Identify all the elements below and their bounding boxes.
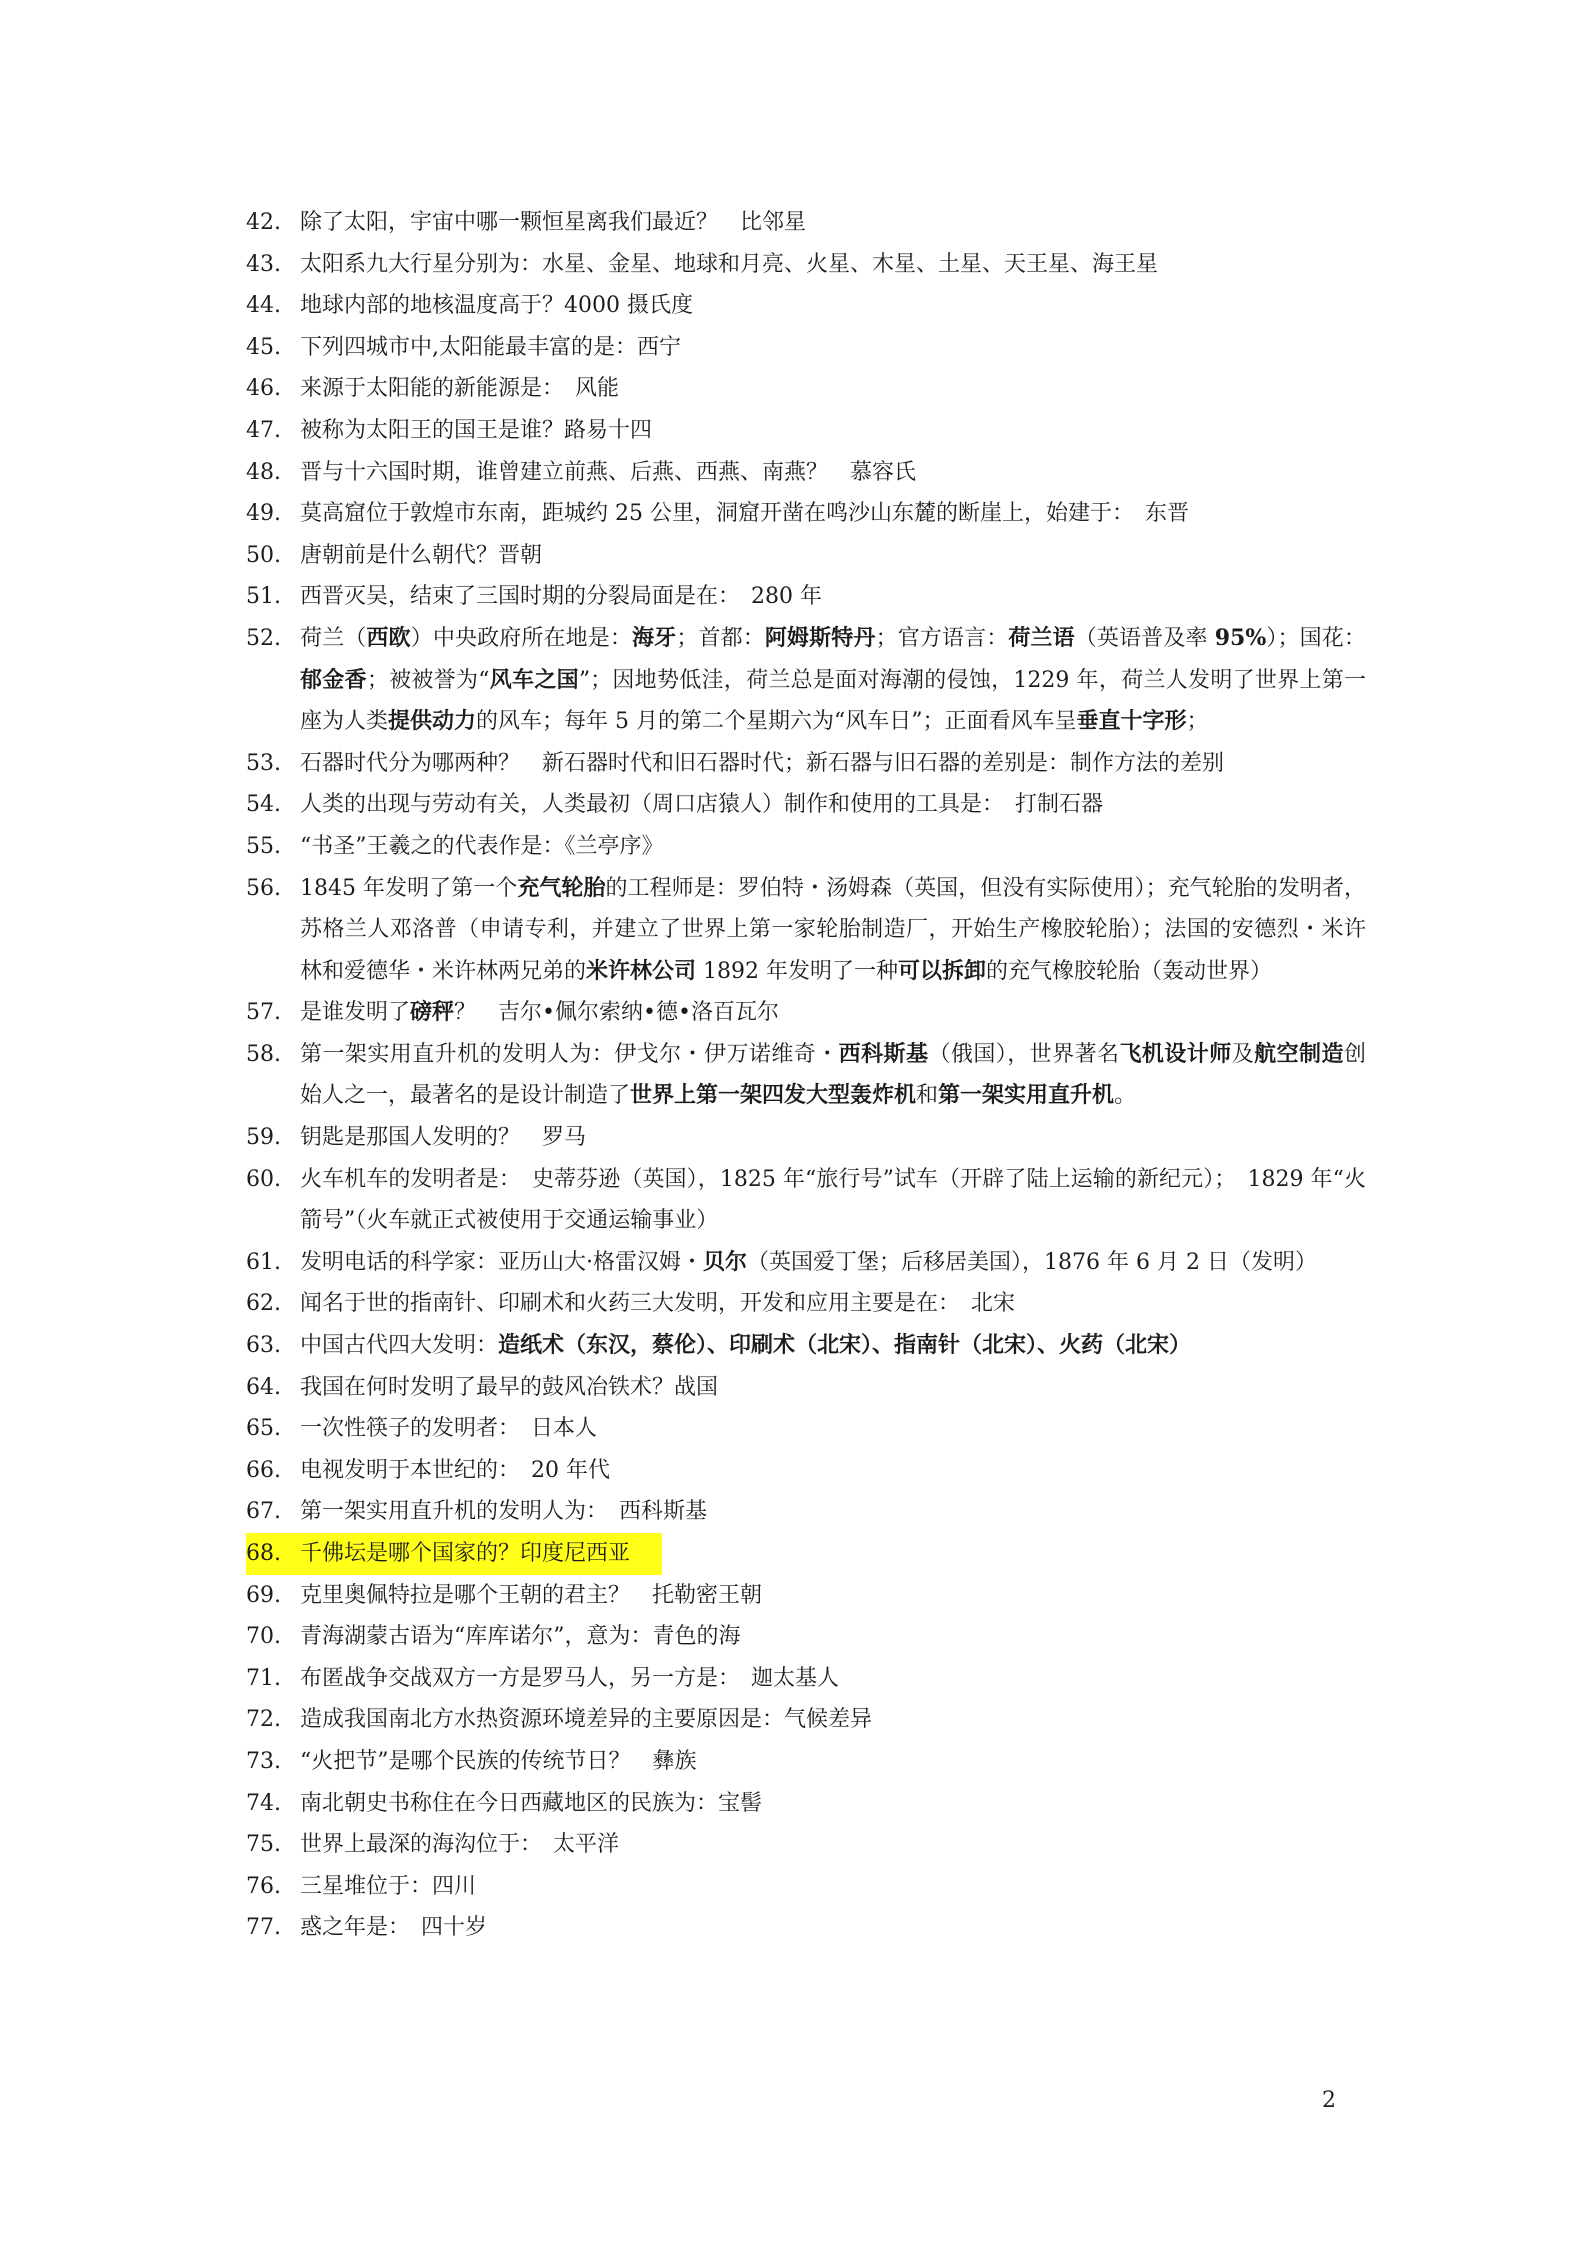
text-run: 是谁发明了: [300, 1000, 411, 1026]
text-run: 三星堆位于：四川: [300, 1873, 477, 1899]
list-item: [246, 1658, 1366, 1700]
item-number: 70.: [246, 1624, 281, 1650]
item-text: [300, 1824, 1366, 1866]
item-number: 76.: [246, 1873, 281, 1899]
item-text: [300, 618, 1366, 743]
item-text: [300, 1575, 1366, 1617]
text-run: 晋与十六国时期，谁曾建立前燕、后燕、西燕、南燕？ 慕容氏: [300, 459, 917, 485]
list-item: [246, 244, 1366, 286]
item-number: 48.: [246, 459, 281, 485]
bold-text: 贝尔: [703, 1248, 748, 1275]
text-run: 除了太阳，宇宙中哪一颗恒星离我们最近？ 比邻星: [300, 210, 807, 235]
list-item: [246, 493, 1366, 535]
item-text: [300, 1533, 662, 1575]
item-text: [300, 327, 1366, 369]
item-text: [300, 576, 1366, 618]
text-run: 闻名于世的指南针、印刷术和火药三大发明，开发和应用主要是在： 北宋: [300, 1291, 1016, 1317]
text-run: 及: [1231, 1041, 1255, 1067]
text-run: ；官方语言：: [875, 625, 1009, 651]
text-run: 发明电话的科学家：亚历山大·格雷汉姆・: [300, 1249, 703, 1275]
list-item: [246, 1408, 1366, 1450]
list-item: [246, 1283, 1366, 1325]
list-item: [246, 1491, 1366, 1533]
bold-text: 磅秤: [410, 999, 455, 1026]
text-run: ；被被誉为“: [366, 667, 490, 693]
item-number: 63.: [246, 1333, 281, 1359]
text-run: 太阳系九大行星分别为：水星、金星、地球和月亮、火星、木星、土星、天王星、海王星: [300, 251, 1159, 277]
item-text: [300, 1783, 1366, 1825]
item-text: [300, 868, 1366, 993]
text-run: 我国在何时发明了最早的鼓风冶铁术？战国: [300, 1374, 719, 1400]
list-item: [246, 784, 1366, 826]
list-item: [246, 826, 1366, 868]
text-run: 人类的出现与劳动有关，人类最初（周口店猿人）制作和使用的工具是： 打制石器: [300, 792, 1104, 818]
list-item: [246, 618, 1366, 743]
item-text: [300, 1616, 1366, 1658]
item-number: 53.: [246, 750, 281, 776]
item-number: 73.: [246, 1748, 281, 1774]
text-run: 和: [916, 1083, 939, 1109]
text-run: ；: [1186, 709, 1209, 735]
item-text: [300, 1242, 1366, 1284]
bold-text: 西科斯基: [838, 1040, 929, 1067]
item-text: [300, 1450, 1366, 1492]
text-run: 一次性筷子的发明者： 日本人: [300, 1416, 598, 1442]
item-number: 50.: [246, 542, 281, 568]
item-text: [300, 1283, 1366, 1325]
item-number: 69.: [246, 1582, 281, 1608]
text-run: 第一架实用直升机的发明人为： 西科斯基: [300, 1499, 708, 1525]
text-run: 荷兰（: [300, 625, 367, 651]
list-item: [246, 1866, 1366, 1908]
list-item: [246, 1325, 1366, 1367]
list-item: [246, 1741, 1366, 1783]
text-run: 南北朝史书称住在今日西藏地区的民族为：宝髻: [300, 1790, 763, 1816]
text-run: 电视发明于本世纪的： 20 年代: [300, 1457, 610, 1483]
item-number: 58.: [246, 1041, 281, 1067]
list-item: [246, 1783, 1366, 1825]
item-text: [300, 1658, 1366, 1700]
item-text: [300, 1491, 1366, 1533]
list-item: [246, 1699, 1366, 1741]
text-run: 唐朝前是什么朝代？晋朝: [300, 542, 543, 568]
item-number: 59.: [246, 1125, 281, 1151]
text-run: ？ 吉尔•佩尔索纳•德•洛百瓦尔: [454, 1000, 779, 1026]
text-run: 创始人之一，最著名的是设计制造了: [300, 1041, 1366, 1109]
list-item: [246, 1907, 1366, 1949]
item-number: 67.: [246, 1499, 281, 1525]
text-run: 钥匙是那国人发明的？ 罗马: [300, 1125, 587, 1151]
bold-text: 可以拆卸: [898, 957, 987, 984]
list-item: [246, 868, 1366, 993]
item-number: 62.: [246, 1291, 281, 1317]
list-item: [246, 1159, 1366, 1242]
text-run: ）中央政府所在地是：: [410, 625, 633, 651]
text-run: 。: [1114, 1083, 1137, 1109]
bold-text: 充气轮胎: [517, 874, 606, 901]
item-text: [300, 202, 1366, 244]
list-item: [246, 285, 1366, 327]
item-number: 52.: [246, 625, 281, 651]
item-number: 47.: [246, 417, 281, 443]
item-text: [300, 244, 1366, 286]
list-item: [246, 743, 1366, 785]
item-text: [300, 1866, 1366, 1908]
list-item: [246, 1117, 1366, 1159]
text-run: 世界上最深的海沟位于： 太平洋: [300, 1832, 620, 1858]
list-item: [246, 992, 1366, 1034]
item-number: 77.: [246, 1915, 281, 1941]
item-number: 46.: [246, 376, 281, 402]
page-number: 2: [1322, 2088, 1336, 2113]
item-text: [300, 1408, 1366, 1450]
bold-text: 风车之国: [489, 666, 579, 693]
bold-text: 世界上第一架四发大型轰炸机: [630, 1082, 917, 1109]
item-text: [300, 1367, 1366, 1409]
bold-text: 航空制造: [1254, 1040, 1344, 1067]
item-text: [300, 992, 1366, 1034]
item-number: 65.: [246, 1416, 281, 1442]
item-text: [300, 784, 1366, 826]
item-number: 55.: [246, 833, 281, 859]
list-item: [246, 202, 1366, 244]
bold-text: 第一架实用直升机: [938, 1082, 1115, 1109]
text-run: “火把节”是哪个民族的传统节日？ 彝族: [300, 1748, 697, 1774]
text-run: 西晋灭吴，结束了三国时期的分裂局面是在： 280 年: [300, 584, 822, 610]
bold-text: 垂直十字形: [1076, 708, 1187, 735]
text-run: 1845 年发明了第一个: [300, 875, 518, 901]
question-list: [246, 202, 1366, 1949]
item-text: [300, 493, 1366, 535]
item-text: [300, 1159, 1366, 1242]
item-text: [300, 1034, 1366, 1117]
bold-text: 西欧: [366, 624, 411, 651]
text-run: 莫高窟位于敦煌市东南，距城约 25 公里，洞窟开凿在鸣沙山东麓的断崖上，始建于： 东晋: [300, 501, 1189, 527]
item-number: 66.: [246, 1457, 281, 1483]
text-run: 造成我国南北方水热资源环境差异的主要原因是：气候差异: [300, 1707, 873, 1733]
text-run: 的工程师是：罗伯特・汤姆森（英国，但没有实际使用）；充气轮胎的发明者，苏格兰人邓洛普（申请专利，并建立了世界上第一家轮胎制造厂，开始生产橡胶轮胎）；法国的安德烈・米许林和爱德华・米许林两兄弟的: [300, 875, 1366, 984]
list-item: [246, 576, 1366, 618]
list-item: [246, 1367, 1366, 1409]
item-text: [300, 826, 1366, 868]
text-run: 中国古代四大发明：: [300, 1333, 499, 1359]
item-text: [300, 1699, 1366, 1741]
list-item: [246, 1034, 1366, 1117]
text-run: 第一架实用直升机的发明人为：伊戈尔・伊万诺维奇・: [300, 1041, 839, 1067]
list-item: [246, 1450, 1366, 1492]
bold-text: 提供动力: [388, 708, 477, 735]
bold-text: 郁金香: [300, 666, 367, 693]
text-run: ）；国花：: [1266, 625, 1366, 651]
item-text: [300, 1741, 1366, 1783]
bold-text: 阿姆斯特丹: [764, 624, 876, 651]
item-number: 57.: [246, 1000, 281, 1026]
item-number: 56.: [246, 875, 281, 901]
item-number: 75.: [246, 1832, 281, 1858]
item-text: [300, 368, 1366, 410]
item-text: [300, 535, 1366, 577]
item-number: 64.: [246, 1374, 281, 1400]
bold-text: 荷兰语: [1008, 624, 1075, 651]
text-run: 来源于太阳能的新能源是： 风能: [300, 376, 620, 402]
item-text: [300, 743, 1366, 785]
item-number: 71.: [246, 1665, 281, 1691]
text-run: ；首都：: [676, 625, 765, 651]
item-text: [300, 1325, 1366, 1367]
item-number: 43.: [246, 251, 281, 277]
item-number: 51.: [246, 584, 281, 610]
text-run: 布匿战争交战双方一方是罗马人，另一方是： 迦太基人: [300, 1665, 840, 1691]
list-item: [246, 1616, 1366, 1658]
list-item: [246, 410, 1366, 452]
text-run: （英语普及率: [1074, 625, 1215, 651]
item-number: 74.: [246, 1790, 281, 1816]
text-run: （英国爱丁堡；后移居美国），1876 年 6 月 2 日（发明）: [747, 1249, 1317, 1275]
text-run: 被称为太阳王的国王是谁？路易十四: [300, 417, 653, 443]
item-text: [300, 1117, 1366, 1159]
item-number: 61.: [246, 1249, 281, 1275]
item-text: [300, 285, 1366, 327]
bold-text: 造纸术（东汉，蔡伦）、印刷术（北宋）、指南针（北宋）、火药（北宋）: [498, 1332, 1192, 1359]
list-item: [246, 535, 1366, 577]
bold-text: 海牙: [632, 624, 677, 651]
list-item: [246, 1575, 1366, 1617]
text-run: 千佛坛是哪个国家的？印度尼西亚: [300, 1541, 631, 1566]
item-number: 72.: [246, 1707, 281, 1733]
text-run: 下列四城市中,太阳能最丰富的是：西宁: [300, 334, 681, 360]
text-run: 的充气橡胶轮胎（轰动世界）: [986, 958, 1273, 984]
item-text: [300, 1907, 1366, 1949]
bold-text: 95%: [1214, 624, 1267, 651]
list-item: [246, 368, 1366, 410]
text-run: 石器时代分为哪两种？ 新石器时代和旧石器时代；新石器与旧石器的差别是：制作方法的差别: [300, 750, 1225, 776]
item-text: [300, 410, 1366, 452]
text-run: 的风车；每年 5 月的第二个星期六为“风车日”；正面看风车呈: [476, 709, 1077, 735]
text-run: 青海湖蒙古语为“库库诺尔”，意为：青色的海: [300, 1624, 741, 1650]
item-number: 60.: [246, 1166, 281, 1192]
item-number: 44.: [246, 293, 281, 319]
item-number: 68.: [246, 1541, 281, 1566]
item-text: [300, 452, 1366, 494]
item-number: 42.: [246, 210, 281, 235]
bold-text: 飞机设计师: [1119, 1040, 1232, 1067]
text-run: “书圣”王羲之的代表作是：《兰亭序》: [300, 833, 664, 859]
list-item: [246, 327, 1366, 369]
highlighted-list-item: [246, 1533, 662, 1575]
text-run: 1892 年发明了一种: [696, 958, 899, 984]
text-run: 克里奥佩特拉是哪个王朝的君主？ 托勒密王朝: [300, 1582, 763, 1608]
item-number: 54.: [246, 792, 281, 818]
text-run: 地球内部的地核温度高于？4000 摄氏度: [300, 293, 693, 319]
text-run: 火车机车的发明者是： 史蒂芬逊（英国），1825 年“旅行号”试车（开辟了陆上运输的新纪元）； 1829 年“火箭号”（火车就正式被使用于交通运输事业）: [300, 1166, 1366, 1234]
item-number: 45.: [246, 334, 281, 360]
text-run: ”；因地势低洼，荷兰总是面对海潮的侵蚀，1229 年，荷兰人发明了世界上第一座为人类: [300, 667, 1366, 735]
list-item: [246, 452, 1366, 494]
text-run: （俄国），世界著名: [928, 1041, 1120, 1067]
list-item: [246, 1824, 1366, 1866]
text-run: 惑之年是： 四十岁: [300, 1915, 488, 1941]
bold-text: 米许林公司: [586, 957, 697, 984]
list-item: [246, 1242, 1366, 1284]
item-number: 49.: [246, 501, 281, 527]
